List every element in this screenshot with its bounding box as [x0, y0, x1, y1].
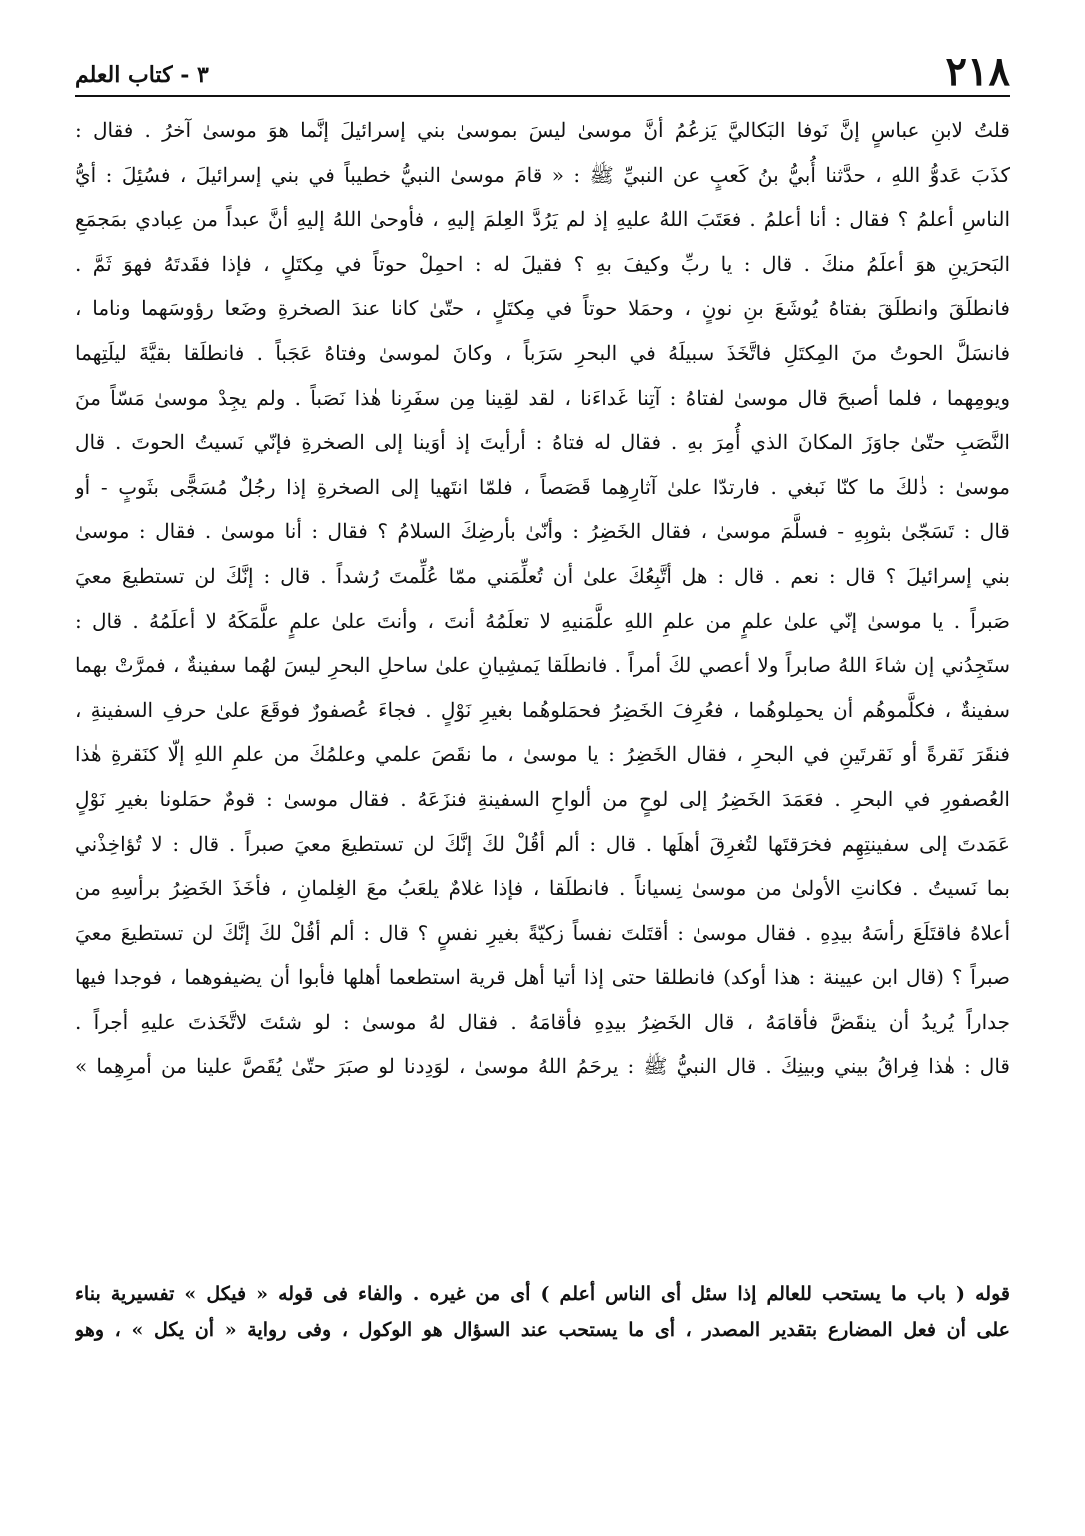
hadith-line: سفينةٌ ، فكلَّموهُم أن يحمِلوهُما ، فعُرِفَ الخَضِرُ فحمَلوهُما بغيرِ نَوْلٍ . فجاءَ عُصفورٌ فوقَعَ علىٰ حرفِ السفينةِ ،: [75, 697, 1010, 722]
hadith-line: صبراً ؟ (قال ابن عيينة : هذا أوكد) فانطلقا حتى إذا أتيا أهل قرية استطعما أهلها فأبوا أن يضيفوهما ، فوجدا فيها: [75, 965, 1010, 990]
hadith-line: بني إسرائيلَ ؟ قال : نعم . قال : هل أتَّبِعُكَ علىٰ أن تُعلِّمَني ممّا عُلِّمتَ رُشداً . قال : إنَّكَ لن تستطيعَ معيَ: [75, 563, 1010, 588]
hadith-line: بما نَسيتُ . فكانتِ الأولىٰ من موسىٰ نِسياناً . فانطلَقا ، فإذا غلامٌ يلعَبُ معَ الغِلمانِ ، فأخَذَ الخَضِرُ برأسِهِ من: [75, 876, 1010, 901]
hadith-line: كذَبَ عَدوُّ اللهِ ، حدَّثنا أُبيُّ بنُ كَعبٍ عن النبيِّ ﷺ : « قامَ موسىٰ النبيُّ خطيباً في بني إسرائيلَ ، فسُئِلَ : أيُّ: [75, 162, 1010, 187]
hadith-line: فانطلَقَ وانطلَقَ بفتاهُ يُوشَعَ بنِ نونٍ ، وحمَلا حوتاً في مِكتَلٍ ، حتّىٰ كانا عندَ الصخرةِ وضَعا رؤوسَهما وناما ،: [75, 296, 1010, 321]
hadith-line: الناسِ أعلمُ ؟ فقال : أنا أعلمُ . فعَتَبَ اللهُ عليهِ إذ لم يَرُدَّ العِلمَ إليهِ ، فأوحىٰ اللهُ إليهِ أنَّ عبداً من عِبادي بمَجمَعِ: [75, 207, 1010, 232]
hadith-line: النَّصَبِ حتّىٰ جاوَزَ المكانَ الذي أُمِرَ بهِ . فقال له فتاهُ : أرأيتَ إذ أوَينا إلى الصخرةِ فإنّي نَسيتُ الحوتَ . قال: [75, 430, 1010, 455]
page-number: ٢١٨: [945, 48, 1010, 95]
hadith-line: قال : هٰذا فِراقُ بيني وبينِكَ . قال النبيُّ ﷺ : يرحَمُ اللهُ موسىٰ ، لوَدِدنا لو صبَرَ حتّىٰ يُقَصَّ علينا من أمرِهِما »: [75, 1054, 1010, 1079]
hadith-line: فانسَلَّ الحوتُ منَ المِكتَلِ فاتَّخَذَ سبيلَهُ في البحرِ سَرَباً ، وكانَ لموسىٰ وفتاهُ عَجَباً . فانطلَقا بقيَّةَ ليلَتِهما: [75, 340, 1010, 365]
hadith-line: العُصفورِ في البحرِ . فعَمَدَ الخَضِرُ إلى لوحٍ من ألواحِ السفينةِ فنزَعَهُ . فقال موسىٰ : قومٌ حمَلونا بغيرِ نَوْلٍ: [75, 786, 1010, 811]
hadith-line: صَبراً . يا موسىٰ إنّي علىٰ علمٍ من علمِ اللهِ علَّمَنيهِ لا تعلَمُهُ أنتَ ، وأنتَ علىٰ علمٍ علَّمَكَهُ لا أعلَمُهُ . قال :: [75, 608, 1010, 633]
hadith-line: أعلاهُ فاقتَلَعَ رأسَهُ بيدِهِ . فقال موسىٰ : أقتَلتَ نفساً زكيّةً بغيرِ نفسٍ ؟ قال : ألم أقُلْ لكَ إنَّكَ لن تستطيعَ معيَ: [75, 920, 1010, 945]
hadith-line: عَمَدتَ إلى سفينتِهِم فخرَقتَها لتُغرِقَ أهلَها . قال : ألم أقُلْ لكَ إنَّكَ لن تستطيعَ معيَ صبراً . قال : لا تُؤاخِذْني: [75, 831, 1010, 856]
hadith-line: جداراً يُريدُ أن ينقَضَّ فأقامَهُ ، قال الخَضِرُ بيدِهِ فأقامَهُ . فقال لهُ موسىٰ : لو شئتَ لاتَّخَذتَ عليهِ أجراً .: [75, 1009, 1010, 1034]
commentary-line: على أن فعل المضارع بتقدير المصدر ، أى ما يستحب عند السؤال هو الوكول ، وفى رواية « أن يكل » ، وهو: [75, 1319, 1010, 1341]
commentary-text-block: [75, 1276, 1010, 1348]
hadith-line: قلتُ لابنِ عباسٍ إنَّ نَوفا البَكاليَّ يَزعُمُ أنَّ موسىٰ ليسَ بموسىٰ بني إسرائيلَ إنَّما هوَ موسىٰ آخرُ . فقال :: [75, 118, 1010, 142]
commentary-line: قوله ( باب ما يستحب للعالم إذا سئل أى الناس أعلم ) أى من غيره . والفاء فى قوله « فيكل » تفسيرية بناء: [75, 1283, 1010, 1305]
header-rule: [75, 95, 1010, 97]
hadith-line: ويومِهما ، فلما أصبحَ قال موسىٰ لفتاهُ : آتِنا غَداءَنا ، لقد لقِينا مِن سفَرِنا هٰذا نَصَباً . ولم يجِدْ موسىٰ مَسّاً منَ: [75, 385, 1010, 410]
hadith-text-block: [75, 108, 1010, 1089]
page-header: [75, 40, 1010, 95]
hadith-line: فنقَرَ نَقرةً أو نَقرتَينِ في البحرِ ، فقال الخَضِرُ : يا موسىٰ ، ما نقَصَ علمي وعلمُكَ من علمِ اللهِ إلّا كنَقرةِ هٰذا: [75, 742, 1010, 767]
hadith-line: قال : تَسَجّىٰ بثوبِهِ - فسلَّمَ موسىٰ ، فقال الخَضِرُ : وأنّىٰ بأرضِكَ السلامُ ؟ فقال : أنا موسىٰ . فقال : موسىٰ: [75, 519, 1010, 544]
running-title: ٣ - كتاب العلم: [75, 62, 209, 88]
hadith-line: ستَجِدُني إن شاءَ اللهُ صابراً ولا أعصي لكَ أمراً . فانطلَقا يَمشِيانِ علىٰ ساحلِ البحرِ ليسَ لهُما سفينةٌ ، فمرَّتْ بهما: [75, 653, 1010, 678]
hadith-line: موسىٰ : ذٰلكَ ما كنّا نَبغي . فارتدّا علىٰ آثارِهِما قَصَصاً ، فلمّا انتَهيا إلى الصخرةِ إذا رجُلٌ مُسَجًّى بثَوبٍ - أو: [75, 474, 1010, 499]
hadith-line: البَحرَينِ هوَ أعلَمُ منكَ . قال : يا ربِّ وكيفَ بهِ ؟ فقيلَ له : احمِلْ حوتاً في مِكتَلٍ ، فإذا فقَدتَهُ فهوَ ثَمَّ .: [75, 251, 1010, 276]
